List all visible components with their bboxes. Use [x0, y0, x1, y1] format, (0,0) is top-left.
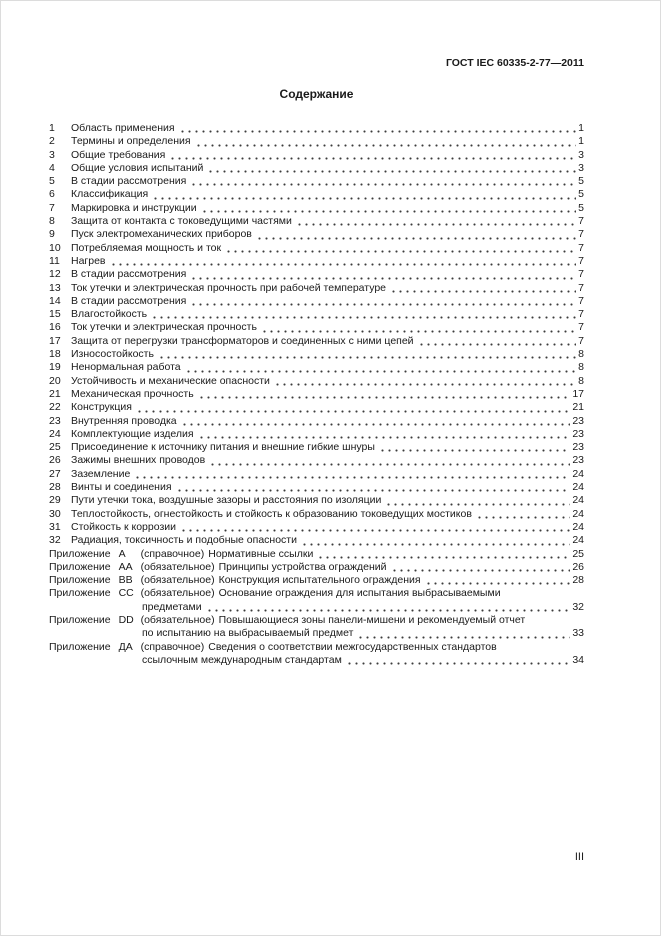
toc-entry-title: Термины и определения: [71, 135, 191, 148]
toc-entry-number: 11: [49, 254, 60, 267]
toc-list: [49, 122, 584, 667]
dot-leader: [167, 149, 576, 162]
dot-leader: [259, 321, 576, 334]
toc-entry-page: 7: [578, 228, 584, 241]
dot-leader: [344, 654, 571, 667]
toc-entry-number: 6: [49, 188, 55, 201]
toc-entry-number: 3: [49, 148, 55, 161]
toc-entry-number: 19: [49, 361, 61, 374]
toc-entry: [49, 242, 584, 255]
annex-note: (справочное): [140, 640, 205, 653]
toc-annex-continuation: [49, 601, 584, 614]
toc-entry-page: 24: [572, 534, 584, 547]
toc-entry-title: Пуск электромеханических приборов: [71, 228, 252, 241]
toc-entry: [49, 441, 584, 454]
dot-leader: [183, 361, 577, 374]
toc-entry-page: 7: [578, 321, 584, 334]
toc-entry-page: 33: [572, 627, 584, 640]
dot-leader: [272, 375, 576, 388]
toc-entry-number: 4: [49, 161, 55, 174]
toc-entry-page: 5: [578, 188, 584, 201]
toc-entry-page: 23: [572, 414, 584, 427]
toc-entry-title: Заземление: [71, 467, 131, 480]
toc-entry-number: 31: [49, 520, 61, 533]
dot-leader: [196, 388, 571, 401]
toc-entry-page: 5: [578, 175, 584, 188]
toc-entry-title: Стойкость к коррозии: [71, 520, 176, 533]
toc-annex-continuation: [49, 654, 584, 667]
toc-entry: [49, 508, 584, 521]
toc-entry-page: 24: [572, 520, 584, 533]
annex-note: (обязательное): [140, 560, 215, 573]
toc-entry-title: Износостойкость: [71, 348, 154, 361]
toc-entry-number: 5: [49, 175, 55, 188]
toc-entry-number: 8: [49, 215, 55, 228]
toc-entry-page: 7: [578, 268, 584, 281]
dot-leader: [178, 521, 570, 534]
annex-code: А: [118, 547, 126, 560]
toc-entry-page: 7: [578, 241, 584, 254]
dot-leader: [254, 228, 576, 241]
dot-leader: [132, 468, 570, 481]
toc-entry-number: 10: [49, 241, 61, 254]
toc-entry-page: 8: [578, 348, 584, 361]
toc-entry-page: 7: [578, 254, 584, 267]
toc-entry-number: 14: [49, 294, 61, 307]
annex-code: ДА: [118, 640, 133, 653]
toc-entry-title: Классификация: [71, 188, 149, 201]
toc-entry-number: 22: [49, 401, 61, 414]
annex-title: Принципы устройства ограждений: [218, 560, 387, 573]
toc-entry-page: 23: [572, 441, 584, 454]
dot-leader: [299, 534, 570, 547]
toc-entry-title: Ток утечки и электрическая прочность: [71, 321, 257, 334]
dot-leader: [377, 441, 570, 454]
toc-entry-page: 24: [572, 494, 584, 507]
toc-entry: [49, 534, 584, 547]
dot-leader: [389, 561, 571, 574]
toc-entry-page: 23: [572, 427, 584, 440]
toc-entry-number: 7: [49, 201, 55, 214]
toc-entry: [49, 481, 584, 494]
toc-entry: [49, 202, 584, 215]
toc-entry-title: Теплостойкость, огнестойкость и стойкость к образованию токоведущих мостиков: [71, 507, 472, 520]
toc-entry-title: Потребляемая мощность и ток: [71, 241, 222, 254]
toc-entry-number: 18: [49, 348, 61, 361]
dot-leader: [223, 242, 576, 255]
toc-entry-number: 17: [49, 334, 61, 347]
toc-entry-title: Нагрев: [71, 254, 106, 267]
page-title: Содержание: [279, 87, 354, 101]
toc-entry-title: Область применения: [71, 122, 175, 134]
toc-entry: [49, 122, 584, 135]
toc-annex-entry: [49, 614, 584, 627]
toc-entry: [49, 268, 584, 281]
annex-title: Сведения о соответствии межгосударственных стандартов: [208, 640, 497, 653]
toc-entry-title: Ток утечки и электрическая прочность при рабочей температуре: [71, 281, 387, 294]
dot-leader: [388, 282, 576, 295]
toc-entry-title: Радиация, токсичность и подобные опасности: [71, 534, 297, 547]
toc-entry-page: 7: [578, 308, 584, 321]
toc-entry: [49, 188, 584, 201]
toc-entry: [49, 135, 584, 148]
toc-entry: [49, 415, 584, 428]
toc-entry-page: 3: [578, 161, 584, 174]
annex-code: СС: [118, 587, 134, 600]
toc-entry-number: 15: [49, 308, 61, 321]
toc-entry-title: Конструкция: [71, 401, 132, 414]
annex-code: ВВ: [118, 574, 133, 587]
annex-code: DD: [118, 613, 134, 626]
toc-entry-title: Устойчивость и механические опасности: [71, 374, 270, 387]
toc-entry: [49, 282, 584, 295]
dot-leader: [204, 601, 571, 614]
toc-annex-continuation: [49, 627, 584, 640]
toc-entry-number: 2: [49, 135, 55, 148]
dot-leader: [188, 175, 576, 188]
toc-entry: [49, 162, 584, 175]
toc-entry: [49, 361, 584, 374]
toc-entry-page: 23: [572, 454, 584, 467]
toc-entry-number: 27: [49, 467, 61, 480]
dot-leader: [315, 548, 570, 561]
toc-entry-number: 13: [49, 281, 61, 294]
annex-title: Конструкция испытательного ограждения: [218, 574, 421, 587]
toc-entry-number: 1: [49, 122, 55, 134]
page-number-footer: III: [574, 851, 584, 863]
toc-entry-title: Общие требования: [71, 148, 166, 161]
toc-entry: [49, 321, 584, 334]
toc-entry: [49, 401, 584, 414]
annex-prefix-label: Приложение: [49, 547, 111, 560]
toc-entry-number: 12: [49, 268, 61, 281]
dot-leader: [150, 188, 576, 201]
dot-leader: [294, 215, 576, 228]
toc-entry: [49, 454, 584, 467]
toc-entry-title: Винты и соединения: [71, 481, 172, 494]
toc-entry-number: 16: [49, 321, 61, 334]
toc-entry-page: 34: [572, 653, 584, 666]
dot-leader: [196, 428, 571, 441]
annex-note: (справочное): [140, 547, 205, 560]
toc-entry-title: Влагостойкость: [71, 308, 148, 321]
dot-leader: [149, 308, 576, 321]
dot-leader: [199, 202, 576, 215]
toc-entry-title: Механическая прочность: [71, 387, 194, 400]
toc-entry-page: 1: [578, 135, 584, 148]
toc-entry: [49, 348, 584, 361]
toc-entry-title: Присоединение к источнику питания и внешние гибкие шнуры: [71, 441, 375, 454]
dot-leader: [156, 348, 576, 361]
toc-entry-title: Защита от контакта с токоведущими частями: [71, 215, 292, 228]
dot-leader: [423, 574, 571, 587]
dot-leader: [188, 268, 576, 281]
toc-entry: [49, 428, 584, 441]
dot-leader: [207, 454, 570, 467]
toc-entry-page: 26: [572, 560, 584, 573]
toc-entry-page: 24: [572, 467, 584, 480]
toc-annex-entry: [49, 641, 584, 654]
toc-entry: [49, 375, 584, 388]
toc-entry-number: 32: [49, 534, 61, 547]
toc-entry: [49, 228, 584, 241]
annex-title: Повышающиеся зоны панели-мишени и рекомендуемый отчет: [218, 613, 526, 626]
dot-leader: [134, 401, 570, 414]
toc-entry-title: Маркировка и инструкции: [71, 201, 197, 214]
toc-entry: [49, 388, 584, 401]
toc-entry-title: Ненормальная работа: [71, 361, 181, 374]
dot-leader: [416, 335, 577, 348]
toc-entry-number: 23: [49, 414, 61, 427]
toc-entry-page: 7: [578, 281, 584, 294]
toc-entry: [49, 255, 584, 268]
toc-entry-number: 29: [49, 494, 61, 507]
toc-entry-page: 7: [578, 294, 584, 307]
dot-leader: [188, 295, 576, 308]
dot-leader: [205, 162, 576, 175]
toc-annex-entry: [49, 548, 584, 561]
toc-entry-title: Пути утечки тока, воздушные зазоры и расстояния по изоляции: [71, 494, 382, 507]
toc-entry: [49, 308, 584, 321]
toc-entry: [49, 175, 584, 188]
toc-entry-number: 20: [49, 374, 61, 387]
toc-entry-title: В стадии рассмотрения: [71, 268, 187, 281]
toc-entry-page: 24: [572, 481, 584, 494]
annex-title: Нормативные ссылки: [208, 547, 314, 560]
dot-leader: [177, 122, 577, 135]
annex-title-continuation: ссылочным международным стандартам: [142, 653, 342, 666]
annex-code: АА: [118, 560, 133, 573]
annex-title-continuation: предметами: [142, 600, 202, 613]
toc-entry: [49, 494, 584, 507]
toc-entry-title: Общие условия испытаний: [71, 161, 204, 174]
toc-entry-number: 28: [49, 481, 61, 494]
toc-annex-entry: [49, 574, 584, 587]
dot-leader: [355, 627, 570, 640]
annex-note: (обязательное): [140, 574, 215, 587]
toc-entry-title: Внутренняя проводка: [71, 414, 177, 427]
annex-note: (обязательное): [140, 613, 215, 626]
toc-entry-title: В стадии рассмотрения: [71, 294, 187, 307]
dot-leader: [179, 415, 571, 428]
dot-leader: [108, 255, 577, 268]
annex-prefix-label: Приложение: [49, 574, 111, 587]
toc-entry-page: 25: [572, 547, 584, 560]
toc-entry-number: 30: [49, 507, 61, 520]
toc-entry-number: 9: [49, 228, 55, 241]
toc-entry-page: 5: [578, 201, 584, 214]
annex-title: Основание ограждения для испытания выбрасываемыми: [218, 587, 501, 600]
toc-entry: [49, 521, 584, 534]
toc-entry-number: 25: [49, 441, 61, 454]
annex-prefix-label: Приложение: [49, 560, 111, 573]
toc-entry-page: 3: [578, 148, 584, 161]
toc-entry: [49, 215, 584, 228]
document-designation: ГОСТ IEC 60335-2-77—2011: [445, 57, 584, 69]
annex-prefix-label: Приложение: [49, 640, 111, 653]
toc-entry-page: 21: [572, 401, 584, 414]
dot-leader: [174, 481, 571, 494]
dot-leader: [474, 508, 570, 521]
annex-note: (обязательное): [140, 587, 215, 600]
toc-entry: [49, 149, 584, 162]
toc-entry-title: Комплектующие изделия: [71, 427, 194, 440]
toc-entry-page: 1: [578, 122, 584, 134]
annex-prefix-label: Приложение: [49, 613, 111, 626]
dot-leader: [193, 135, 577, 148]
toc-entry-page: 8: [578, 361, 584, 374]
toc-entry: [49, 335, 584, 348]
toc-entry-number: 24: [49, 427, 61, 440]
annex-prefix-label: Приложение: [49, 587, 111, 600]
toc-entry-page: 17: [572, 387, 584, 400]
toc-annex-entry: [49, 561, 584, 574]
toc-annex-entry: [49, 587, 584, 600]
toc-entry-number: 21: [49, 387, 61, 400]
toc-entry: [49, 468, 584, 481]
toc-entry: [49, 295, 584, 308]
toc-entry-page: 28: [572, 574, 584, 587]
dot-leader: [383, 494, 570, 507]
annex-title-continuation: по испытанию на выбрасываемый предмет: [142, 627, 354, 640]
toc-entry-title: Защита от перегрузки трансформаторов и соединенных с ними цепей: [71, 334, 414, 347]
page-content: [1, 1, 660, 667]
toc-entry-number: 26: [49, 454, 61, 467]
toc-entry-page: 24: [572, 507, 584, 520]
toc-entry-page: 8: [578, 374, 584, 387]
toc-entry-title: Зажимы внешних проводов: [71, 454, 206, 467]
toc-entry-page: 7: [578, 215, 584, 228]
toc-entry-page: 7: [578, 334, 584, 347]
toc-entry-page: 32: [572, 600, 584, 613]
toc-entry-title: В стадии рассмотрения: [71, 175, 187, 188]
